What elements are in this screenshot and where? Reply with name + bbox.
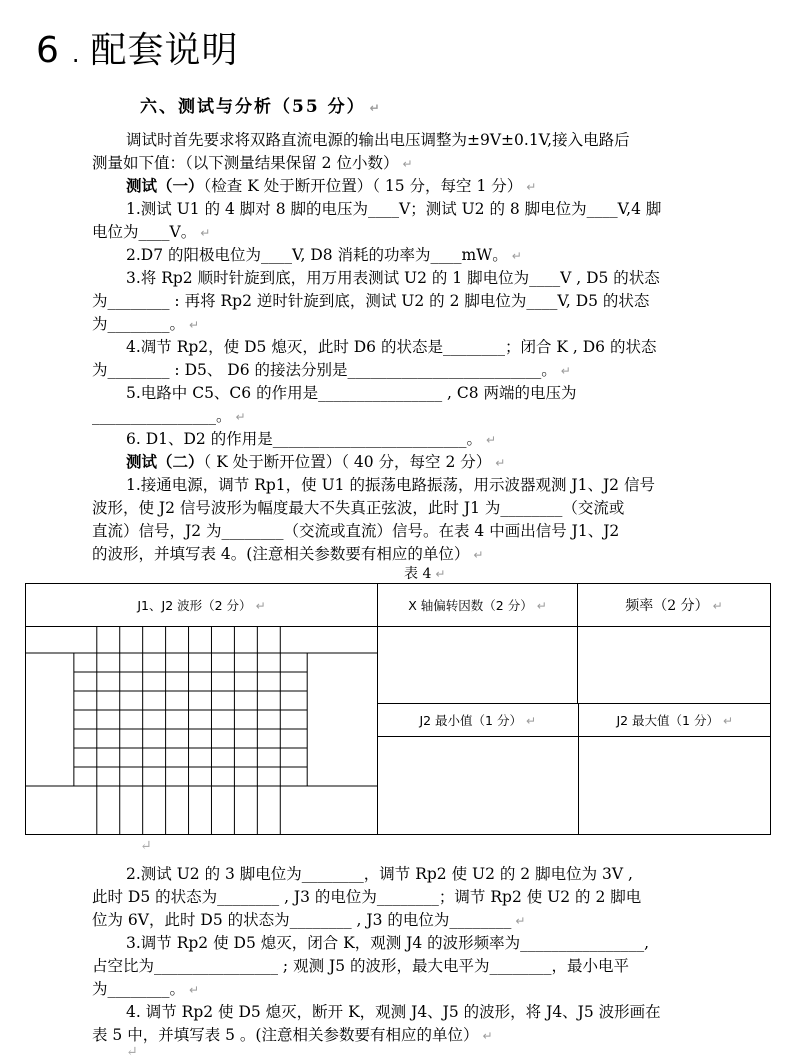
x-factor-value-cell[interactable] — [378, 627, 578, 704]
table4-header-waveform: J1、J2 波形（2 分） ↵ — [26, 584, 378, 627]
q23-line-1: 3.调节 Rp2 使 D5 熄灭，闭合 K，观测 J4 的波形频率为________________, — [126, 934, 650, 952]
q1-line-1: 1.测试 U1 的 4 脚对 8 脚的电压为____V；测试 U2 的 8 脚电位为____V,4 脚 — [126, 200, 662, 218]
return-mark: ↵ — [140, 838, 152, 854]
table4-header-frequency: 频率（2 分） ↵ — [578, 584, 771, 627]
q24-line-1: 4. 调节 Rp2 使 D5 熄灭，断开 K，观测 J4、J5 的波形，将 J4、J5 波形画在 — [126, 1003, 661, 1021]
intro-line-1: 调试时首先要求将双路直流电源的输出电压调整为±9V±0.1V,接入电路后 — [126, 131, 630, 149]
q1-line-2: 电位为____V。 ↵ — [92, 223, 211, 241]
q3-line-2: 为________ : 再将 Rp2 逆时针旋到底，测试 U2 的 2 脚电位为____V, D5 的状态 — [92, 292, 650, 310]
heading-number: 6 — [36, 30, 60, 71]
q6-line: 6. D1、D2 的作用是_________________________。 ↵ — [126, 430, 497, 448]
q4-line-1: 4.凋节 Rp2，使 D5 熄灭，此时 D6 的状态是________；闭合 K , D6 的状态 — [126, 338, 657, 356]
q24-line-2: 表 5 中，并填写表 5 。(注意相关参数要有相应的单位） ↵ — [92, 1026, 493, 1044]
heading-dot: . — [71, 40, 81, 68]
heading-title: 配套说明 — [90, 30, 239, 71]
intro-line-2: 测量如下值：（以下测量结果保留 2 位小数） ↵ — [92, 154, 413, 172]
q22-line-1: 2.测试 U2 的 3 脚电位为________，调节 Rp2 使 U2 的 2 脚电位为 3V , — [126, 865, 633, 883]
table4-header-x-factor: X 轴偏转因数（2 分） ↵ — [378, 584, 578, 627]
table4-header-j2-max: J2 最大值（1 分） ↵ — [578, 704, 771, 736]
q21-line-1: 1.接通电源，调节 Rp1，使 U1 的振荡电路振荡，用示波器观测 J1、J2 信号 — [126, 476, 655, 494]
table4-caption: 表 4 ↵ — [404, 566, 446, 582]
return-mark-end: ↵ — [126, 1044, 138, 1060]
test1-heading: 测试（一）（检查 K 处于断开位置）（ 15 分，每空 1 分） ↵ — [126, 176, 537, 195]
page-heading — [36, 22, 239, 73]
q23-line-3: 为________。 ↵ — [92, 980, 200, 998]
q21-line-2: 波形，使 J2 信号波形为幅度最大不失真正弦波，此时 J1 为________（交流或 — [92, 499, 625, 517]
oscilloscope-grid — [26, 627, 377, 834]
q22-line-2: 此时 D5 的状态为________ , J3 的电位为________；调节 Rp2 使 U2 的 2 脚电 — [92, 888, 642, 906]
section-title: 六、测试与分析（55 分） ↵ — [140, 97, 382, 117]
test1-label: 测试（一） — [126, 176, 204, 195]
q22-line-3: 位为 6V，此时 D5 的状态为________ , J3 的电位为________ ↵ — [92, 911, 526, 929]
waveform-grid-cell[interactable] — [26, 627, 378, 835]
table-4 — [25, 583, 771, 835]
test2-heading: 测试（二）（ K 处于断开位置）（ 40 分，每空 2 分） ↵ — [126, 452, 506, 471]
q4-line-2: 为________ : D5、 D6 的接法分别是_________________________。 ↵ — [92, 361, 571, 379]
frequency-value-cell[interactable] — [578, 627, 771, 704]
q21-line-4: 的波形，并填写表 4。(注意相关参数要有相应的单位） ↵ — [92, 545, 484, 563]
q2-line: 2.D7 的阳极电位为____V, D8 消耗的功率为____mW。 ↵ — [126, 246, 522, 264]
table4-header-j2-min: J2 最小值（1 分） ↵ — [378, 704, 578, 736]
q23-line-2: 占空比为________________ ; 观测 J5 的波形，最大电平为________，最小电平 — [92, 957, 630, 975]
q21-line-3: 直流）信号，J2 为________（交流或直流）信号。在表 4 中画出信号 J1、J2 — [92, 522, 620, 540]
q3-line-1: 3.将 Rp2 顺时针旋到底，用万用表测试 U2 的 1 脚电位为____V , D5 的状态 — [126, 269, 660, 287]
q3-line-3: 为________。 ↵ — [92, 315, 200, 333]
q5-line-1: 5.电路中 C5、C6 的作用是________________ , C8 两端的电压为 — [126, 384, 577, 402]
test2-label: 测试（二） — [126, 452, 204, 471]
j2-max-value-cell[interactable] — [578, 736, 771, 834]
q5-line-2: ________________。 ↵ — [92, 407, 246, 425]
j2-minmax-cell — [378, 704, 771, 835]
j2-min-value-cell[interactable] — [378, 736, 578, 834]
